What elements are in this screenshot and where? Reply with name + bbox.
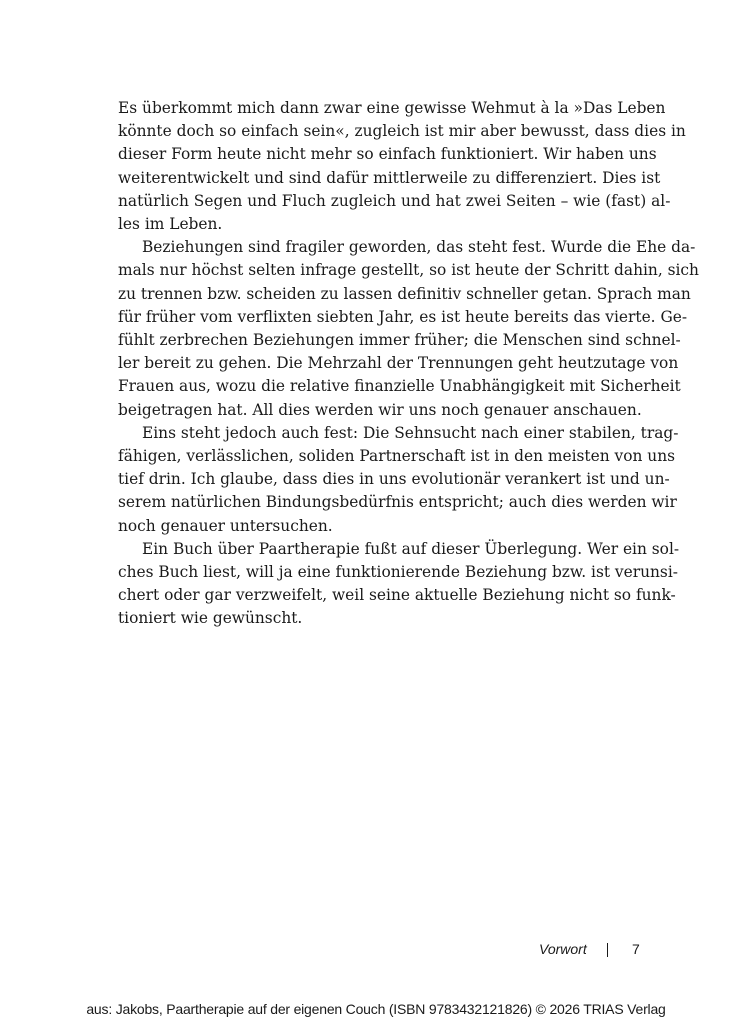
text-line: mals nur höchst selten infrage gestellt, so ist heute der Schritt dahin, sich — [118, 261, 699, 280]
text-line: chert oder gar verzweifelt, weil seine aktuelle Beziehung nicht so funk- — [118, 586, 676, 605]
text-line: tief drin. Ich glaube, dass dies in uns evolutionär verankert ist und un- — [118, 470, 670, 489]
text-line: Ein Buch über Paartherapie fußt auf dieser Überlegung. Wer ein sol- — [142, 539, 680, 558]
text-line: Beziehungen sind fragiler geworden, das steht fest. Wurde die Ehe da- — [142, 238, 696, 257]
running-section-title: Vorwort — [539, 941, 587, 957]
paragraph-1 — [118, 97, 686, 236]
source-citation: aus: Jakobs, Paartherapie auf der eigenen Couch (ISBN 9783432121826) © 2026 TRIAS Verlag — [86, 1001, 666, 1017]
text-line: Eins steht jedoch auch fest: Die Sehnsucht nach einer stabilen, trag- — [142, 423, 679, 442]
page-number: 7 — [632, 941, 640, 957]
text-line: ches Buch liest, will ja eine funktionierende Beziehung bzw. ist verunsi- — [118, 563, 678, 582]
text-line: fühlt zerbrechen Beziehungen immer früher; die Menschen sind schnel- — [118, 331, 681, 350]
text-line: les im Leben. — [118, 215, 223, 234]
paragraph-3 — [118, 422, 679, 538]
text-line: ler bereit zu gehen. Die Mehrzahl der Trennungen geht heutzutage von — [118, 354, 679, 373]
text-line: Es überkommt mich dann zwar eine gewisse Wehmut à la »Das Leben — [118, 99, 666, 117]
paragraph-4 — [118, 538, 680, 631]
paragraph-2 — [118, 236, 699, 422]
page-body — [118, 97, 699, 631]
text-line: noch genauer untersuchen. — [118, 516, 333, 535]
text-line: serem natürlichen Bindungsbedürfnis entspricht; auch dies werden wir — [118, 493, 677, 512]
footer-separator — [607, 943, 608, 957]
text-line: tioniert wie gewünscht. — [118, 609, 303, 628]
text-line: fähigen, verlässlichen, soliden Partnerschaft ist in den meisten von uns — [118, 447, 676, 466]
text-line: weiterentwickelt und sind dafür mittlerweile zu differenziert. Dies ist — [118, 168, 661, 187]
text-line: Frauen aus, wozu die relative finanzielle Unabhängigkeit mit Sicherheit — [118, 377, 681, 396]
text-line: könnte doch so einfach sein«, zugleich ist mir aber bewusst, dass dies in — [118, 122, 686, 141]
text-line: natürlich Segen und Fluch zugleich und hat zwei Seiten – wie (fast) al- — [118, 191, 671, 210]
text-line: dieser Form heute nicht mehr so einfach funktioniert. Wir haben uns — [118, 145, 657, 164]
text-line: für früher vom verflixten siebten Jahr, es ist heute bereits das vierte. Ge- — [118, 307, 688, 326]
text-line: beigetragen hat. All dies werden wir uns noch genauer anschauen. — [118, 400, 642, 419]
text-line: zu trennen bzw. scheiden zu lassen definitiv schneller getan. Sprach man — [118, 284, 691, 303]
